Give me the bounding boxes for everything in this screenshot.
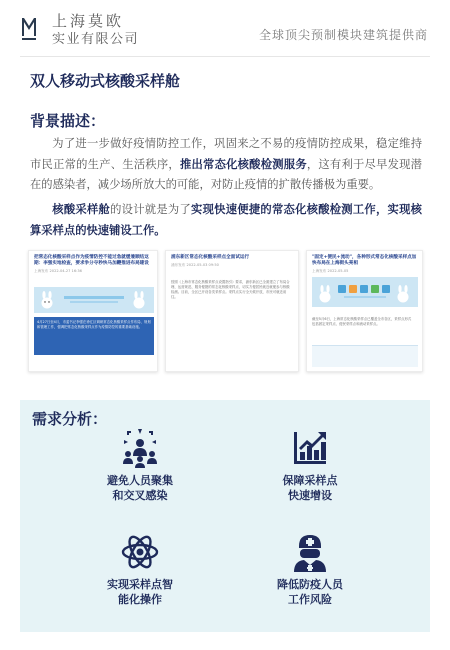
p2-highlight-1: 核酸采样舱	[52, 203, 111, 216]
need-label: 避免人员聚集 和交叉感染	[107, 474, 173, 502]
need-label: 降低防疫人员 工作风险	[277, 578, 343, 606]
news-banner-image	[34, 287, 154, 313]
p2-highlight-2: 实现快速便捷的常态化核酸检测工作，实现核算采样点的快速铺设工作。	[30, 203, 422, 237]
news-screenshot-2	[165, 250, 299, 372]
page-title: 双人移动式核酸采样舱	[30, 72, 181, 90]
banner-icons-row	[338, 283, 392, 301]
news-body: 按照《上海市常态化核酸采样点设置指引》要求，浦东新区已全面建立了布局合理、运营规范、服务便捷的常态化核酸采样点，切实方便居民就近就便参与核酸检测。目前，全区已开设各类采样点。采样点实行全天候开放，市民可就近前往。	[171, 280, 290, 299]
news-title: 浦东新区常态化核酸采样点全面试运行	[171, 255, 250, 260]
crowd-icon	[120, 428, 160, 468]
background-paragraph-1	[30, 134, 422, 196]
bunny-mascot-icon	[40, 291, 54, 309]
atom-icon	[120, 532, 160, 572]
header-divider	[20, 56, 430, 57]
news-banner-image	[312, 277, 418, 307]
news-meta: 浦东发布 2022-05-03 09:50	[171, 263, 219, 267]
company-name-line2: 实业有限公司	[52, 32, 140, 47]
p2-text-a: 的设计就是为了	[110, 203, 192, 216]
p1-text-a: 为了进一步做好疫情防控工作，巩固来之不易的疫情防控成果，稳定维持市民正常的生产、生活秩序，	[30, 137, 422, 171]
company-name-line1: 上海莫欧	[52, 12, 125, 30]
background-paragraph-2	[30, 200, 422, 241]
need-label: 实现采样点智 能化操作	[107, 578, 173, 606]
news-meta: 上海发布 2022-04-27 16:36	[34, 269, 82, 273]
need-item-rapid-setup	[250, 428, 370, 503]
need-item-avoid-crowding	[80, 428, 200, 503]
p1-text-b: ，这有利于尽早发现潜在的感染者，减少场所放大的可能，对防止疫情的扩散传播极为重要。	[30, 157, 422, 191]
need-label: 保障采样点 快速增设	[282, 474, 338, 502]
need-item-smart-operation	[80, 532, 200, 607]
medical-worker-icon	[290, 532, 330, 572]
bunny-mascot-icon	[132, 291, 146, 309]
need-item-reduce-risk	[250, 532, 370, 607]
bunny-mascot-icon	[318, 285, 332, 303]
banner-stripes	[64, 296, 124, 306]
p1-highlight: 推出常态化核酸检测服务	[179, 157, 307, 171]
bunny-mascot-icon	[396, 285, 410, 303]
news-highlight-block: 4月27日至4月，市委书记李强在徐汇区调研常态化核酸采样点作布局、规划和管理工作，强调把常态化核酸采样点作为疫情防控的重要基础设施。	[34, 317, 154, 355]
page-header	[0, 0, 450, 62]
news-meta: 上海发布 2022-05-05	[312, 269, 349, 273]
needs-section-title: 需求分析：	[32, 410, 108, 428]
company-slogan: 全球顶尖预制模块建筑提供商	[258, 28, 428, 42]
news-title: 把常态化核酸采样点作为疫情防控不能过急就缓兼顾结这期：李强实地检查，要求争分夺秒快马加鞭推进布局建设	[34, 255, 149, 266]
growth-chart-icon	[290, 428, 330, 468]
mo-logo-icon	[20, 14, 38, 44]
news-title: "固定+便民+流动"，各种形式常态化核酸采样点加快布局在上海街头亮相	[312, 255, 417, 266]
news-screenshots	[28, 250, 423, 375]
background-section-title: 背景描述：	[30, 112, 106, 130]
news-screenshot-3	[306, 250, 423, 372]
news-box	[312, 345, 418, 367]
needs-analysis-panel	[20, 400, 430, 632]
news-screenshot-1	[28, 250, 158, 372]
news-body: 截至5月6日，上海常态化核酸采样点已覆盖全市各区，采样点形式包括固定采样点、便民采样点和流动采样点。	[312, 317, 412, 326]
